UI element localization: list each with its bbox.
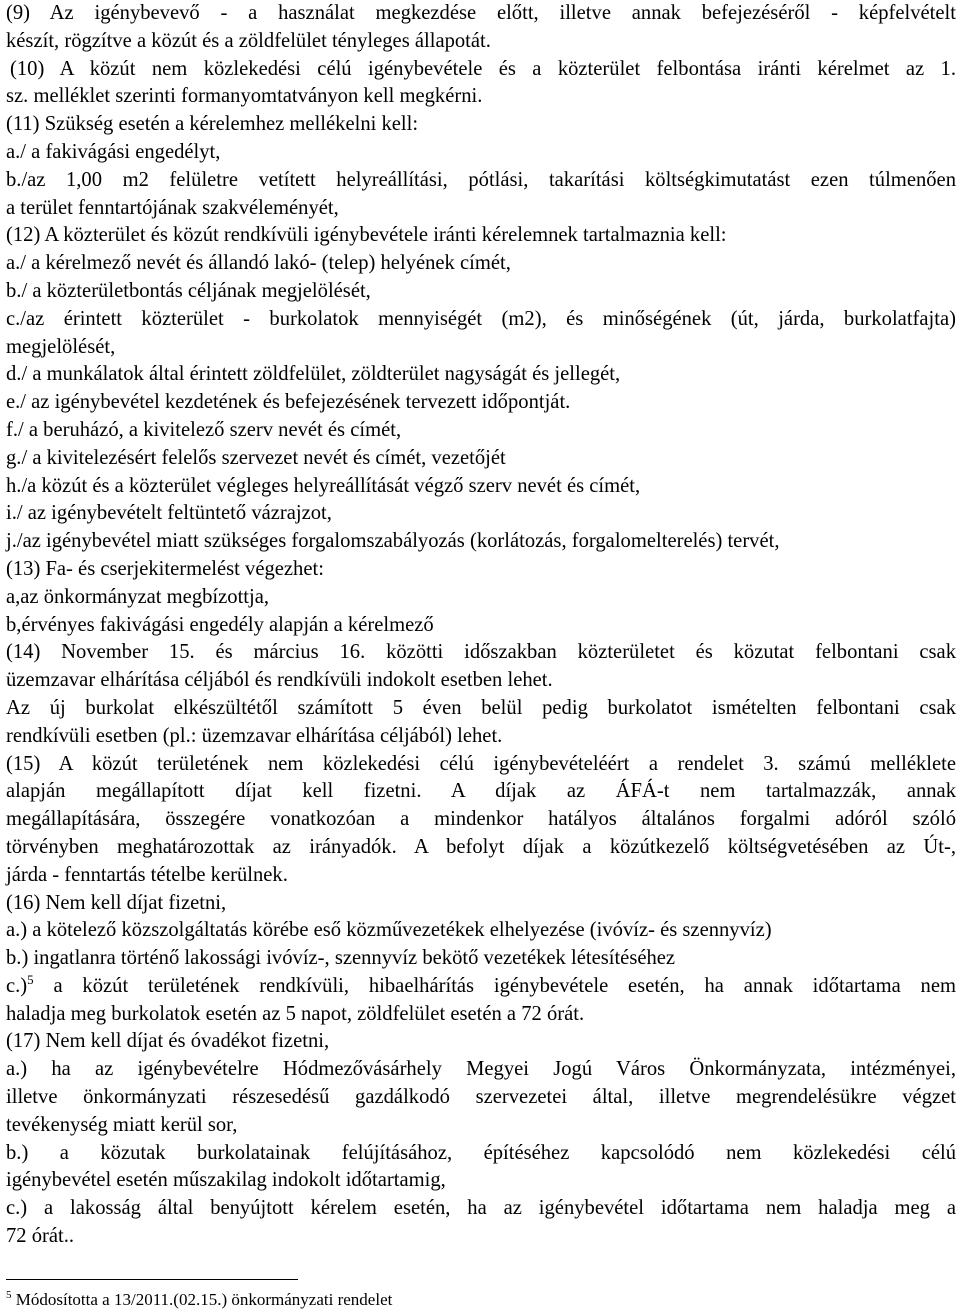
text-line: járda - fenntartás tételbe kerülnek. — [6, 863, 288, 886]
text-line: haladja meg burkolatok esetén az 5 napot, zöldfelület esetén a 72 órát. — [6, 1002, 585, 1025]
text-line: megállapítására, összegére vonatkozóan a mindenkor hatályos általános forgalmi adóról szóló — [6, 808, 956, 831]
text-line: a./ a fakivágási engedélyt, — [6, 140, 221, 163]
text-line: a./ a kérelmező nevét és állandó lakó- (telep) helyének címét, — [6, 252, 511, 275]
document-body — [6, 0, 956, 1251]
text-line: b./az 1,00 m2 felületre vetített helyreállítási, pótlási, takarítási költségkimutatást ezen túlmenően — [6, 168, 956, 191]
text-line: alapján megállapított díjat kell fizetni. A díjak az ÁFÁ-t nem tartalmazzák, annak — [6, 780, 956, 803]
footnote-number: 5 — [6, 1289, 12, 1301]
text-line: (12) A közterület és közút rendkívüli igénybevétele iránti kérelemnek tartalmaznia kell: — [6, 224, 727, 247]
text-line: c./az érintett közterület - burkolatok mennyiségét (m2), és minőségének (út, járda, burkolatfajta) — [6, 307, 956, 330]
footnote — [6, 1289, 392, 1311]
footnote-text: Módosította a 13/2011.(02.15.) önkormányzati rendelet — [11, 1290, 393, 1309]
text-line: a terület fenntartójának szakvéleményét, — [6, 196, 339, 219]
text-line: illetve önkormányzati részesedésű gazdálkodó szervezetei által, illetve megrendelésükre végzet — [6, 1086, 956, 1109]
text-line: készít, rögzítve a közút és a zöldfelület tényleges állapotát. — [6, 29, 491, 52]
text-line: a.) a kötelező közszolgáltatás körébe eső közművezetékek elhelyezése (ivóvíz- és szennyvíz) — [6, 919, 772, 942]
text-line: tevékenység miatt kerül sor, — [6, 1113, 238, 1136]
footnote-divider — [6, 1279, 298, 1280]
text-line: g./ a kivitelezésért felelős szervezet nevét és címét, vezetőjét — [6, 446, 506, 469]
text-line: f./ a beruházó, a kivitelező szerv nevét és címét, — [6, 418, 402, 441]
text-line: igénybevétel esetén műszakilag indokolt időtartamig, — [6, 1169, 446, 1192]
text-line: c.) a lakosság által benyújtott kérelem esetén, ha az igénybevétel időtartama nem haladja meg a — [6, 1197, 956, 1220]
text-line: (15) A közút területének nem közlekedési célú igénybevételéért a rendelet 3. számú melléklete — [6, 752, 956, 775]
text-line: (17) Nem kell díjat és óvadékot fizetni, — [6, 1030, 330, 1053]
text-line: b,érvényes fakivágási engedély alapján a kérelmező — [6, 613, 434, 636]
text-line: a,az önkormányzat megbízottja, — [6, 585, 270, 608]
text-line: Az új burkolat elkészültétől számított 5 éven belül pedig burkolatot ismételten felbontani csak — [6, 696, 956, 719]
text-fragment: a közút területének rendkívüli, hibaelhárítás igénybevétele esetén, ha annak időtartama nem — [33, 974, 956, 997]
text-line: rendkívüli esetben (pl.: üzemzavar elhárítása céljából) lehet. — [6, 724, 503, 747]
text-line: (9) Az igénybevevő - a használat megkezdése előtt, illetve annak befejezéséről - képfelvételt — [6, 2, 956, 24]
text-line: b./ a közterületbontás céljának megjelölését, — [6, 279, 371, 302]
text-line: (13) Fa- és cserjekitermelést végezhet: — [6, 557, 324, 580]
text-line: e./ az igénybevétel kezdetének és befejezésének tervezett időpontját. — [6, 391, 571, 414]
text-line: üzemzavar elhárítása céljából és rendkívüli indokolt esetben lehet. — [6, 669, 553, 692]
text-line: h./a közút és a közterület végleges helyreállítását végző szerv nevét és címét, — [6, 474, 641, 497]
text-line: törvényben meghatározottak az irányadók. A befolyt díjak a közútkezelő költségvetésében az Út-, — [6, 835, 956, 858]
text-line: a.) ha az igénybevételre Hódmezővásárhely Megyei Jogú Város Önkormányzata, intézményei, — [6, 1058, 956, 1081]
text-fragment: c.) — [6, 974, 28, 997]
text-line: 72 órát.. — [6, 1225, 75, 1248]
text-line: b.) a közutak burkolatainak felújításához, építéséhez kapcsolódó nem közlekedési célú — [6, 1141, 956, 1164]
text-line: (14) November 15. és március 16. közötti időszakban közterületet és közutat felbontani csak — [6, 641, 956, 664]
text-line-with-footnote-ref — [6, 973, 956, 1001]
text-line: b.) ingatlanra történő lakossági ivóvíz-, szennyvíz bekötő vezetékek létesítéséhez — [6, 947, 676, 970]
text-line: (16) Nem kell díjat fizetni, — [6, 891, 227, 914]
text-line: d./ a munkálatok által érintett zöldfelület, zöldterület nagyságát és jellegét, — [6, 363, 621, 386]
text-line: sz. melléklet szerinti formanyomtatványon kell megkérni. — [6, 85, 483, 108]
text-line: j./az igénybevétel miatt szükséges forgalomszabályozás (korlátozás, forgalomelterelés) tervét, — [6, 530, 780, 553]
text-line: megjelölését, — [6, 335, 116, 358]
text-line: i./ az igénybevételt feltüntető vázrajzot, — [6, 502, 332, 525]
text-line: (10) A közút nem közlekedési célú igénybevétele és a közterület felbontása iránti kérelmet az 1. — [10, 57, 956, 80]
footnote-reference[interactable]: 5 — [27, 971, 34, 987]
text-line: (11) Szükség esetén a kérelemhez mellékelni kell: — [6, 113, 419, 136]
